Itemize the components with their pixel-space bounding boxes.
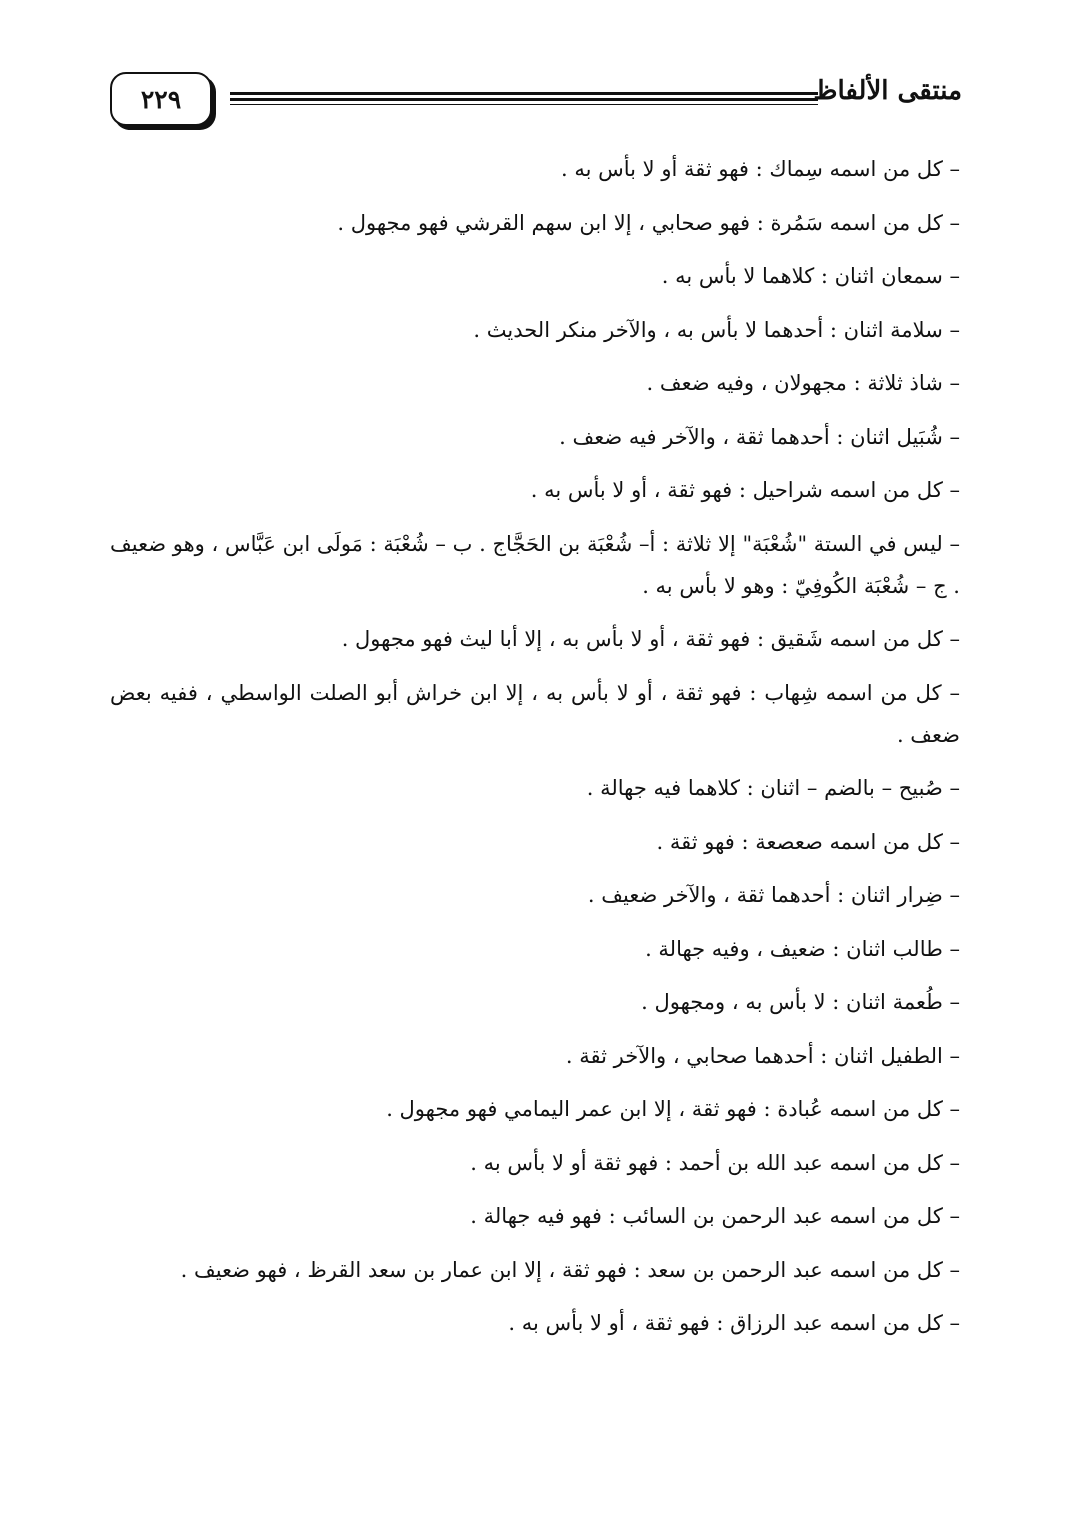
- header-rule: [230, 92, 818, 106]
- page-body: [110, 148, 960, 1356]
- list-item: – كل من اسمه عبد الرزاق : فهو ثقة ، أو لا بأس به .: [508, 1311, 960, 1335]
- list-item: – سمعان اثنان : كلاهما لا بأس به .: [661, 264, 960, 288]
- list-item: – شُبَيل اثنان : أحدهما ثقة ، والآخر فيه ضعف .: [559, 424, 960, 449]
- list-item: – كل من اسمه شَقيق : فهو ثقة ، أو لا بأس به ، إلا أبا ليث فهو مجهول .: [341, 627, 960, 651]
- list-item: – كل من اسمه شِهاب : فهو ثقة ، أو لا بأس به ، إلا ابن خراش أبو الصلت الواسطي ، ففيه بعض ضعف .: [110, 680, 960, 747]
- list-item: – صُبيح – بالضم – اثنان : كلاهما فيه جهالة .: [586, 776, 960, 800]
- list-item: – سلامة اثنان : أحدهما لا بأس به ، والآخر منكر الحديث .: [473, 317, 960, 342]
- list-item: – كل من اسمه عبد الرحمن بن سعد : فهو ثقة ، إلا ابن عمار بن سعد القرظ ، فهو ضعيف .: [180, 1257, 960, 1282]
- book-title: منتقى الألفاظ: [813, 76, 962, 106]
- header-rule-line: [230, 92, 818, 95]
- list-item: – كل من اسمه شراحيل : فهو ثقة ، أو لا بأس به .: [530, 478, 960, 502]
- list-item: – كل من اسمه سَمُرة : فهو صحابي ، إلا ابن سهم القرشي فهو مجهول .: [337, 210, 960, 235]
- list-item: – طالب اثنان : ضعيف ، وفيه جهالة .: [645, 936, 960, 961]
- list-item: – كل من اسمه عبد الله بن أحمد : فهو ثقة أو لا بأس به .: [470, 1150, 960, 1175]
- list-item: – الطفيل اثنان : أحدهما صحابي ، والآخر ثقة .: [565, 1043, 960, 1068]
- list-item: – ضِرار اثنان : أحدهما ثقة ، والآخر ضعيف .: [587, 883, 960, 907]
- page-number: ٢٢٩: [140, 84, 182, 114]
- page-number-badge: [110, 72, 212, 126]
- list-item: – كل من اسمه صعصعة : فهو ثقة .: [656, 829, 960, 854]
- list-item: – كل من اسمه عبد الرحمن بن السائب : فهو فيه جهالة .: [470, 1204, 960, 1228]
- list-item: – كل من اسمه سِماك : فهو ثقة أو لا بأس به .: [561, 157, 960, 181]
- list-item: – كل من اسمه عُبادة : فهو ثقة ، إلا ابن عمر اليمامي فهو مجهول .: [386, 1097, 960, 1121]
- list-item: – ليس في الستة "شُعْبَة" إلا ثلاثة : أ– شُعْبَة بن الحَجَّاج . ب – شُعْبَة : مَولَى ابن عَبَّاس ، وهو ضعيف . ج – شُعْبَة الكُوفِيّ : وهو لا بأس به .: [110, 531, 960, 598]
- page-header: [110, 70, 962, 132]
- header-rule-line: [230, 98, 818, 101]
- list-item: – شاذ ثلاثة : مجهولان ، وفيه ضعف .: [646, 371, 960, 395]
- list-item: – طُعمة اثنان : لا بأس به ، ومجهول .: [641, 990, 960, 1014]
- header-rule-line: [230, 104, 818, 105]
